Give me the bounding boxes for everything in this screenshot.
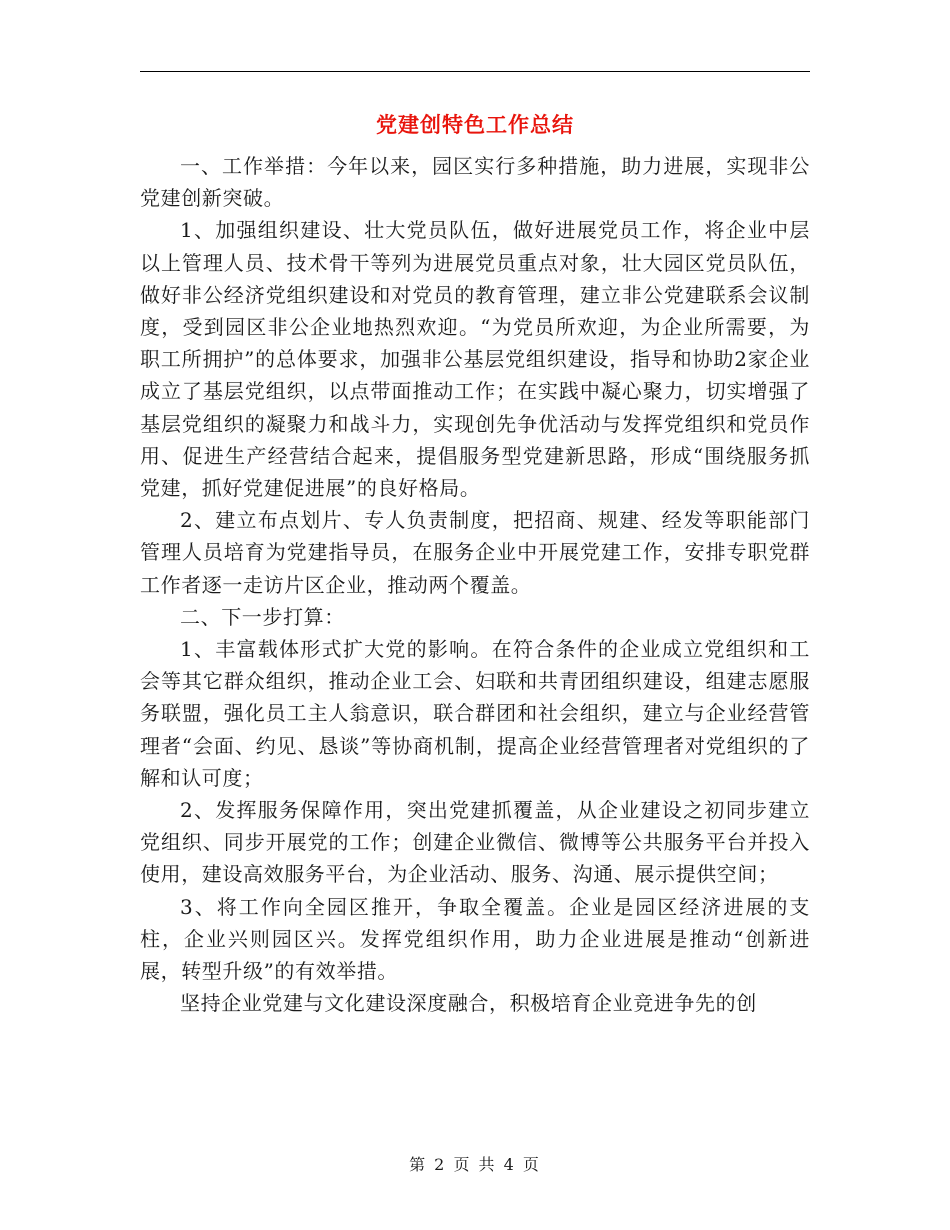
document-body <box>140 150 810 1019</box>
paragraph-plan-3: 3、将工作向全园区推开，争取全覆盖。企业是园区经济进展的支柱，企业兴则园区兴。发挥党组织作用，助力企业进展是推动“创新进展，转型升级”的有效举措。 <box>140 894 810 984</box>
paragraph-measure-1: 1、加强组织建设、壮大党员队伍，做好进展党员工作，将企业中层以上管理人员、技术骨干等列为进展党员重点对象，壮大园区党员队伍，做好非公经济党组织建设和对党员的教育管理，建立非公党建联系会议制度，受到园区非公企业地热烈欢迎。“为党员所欢迎，为企业所需要，为职工所拥护”的总体要求，加强非公基层党组织建设，指导和协助2家企业成立了基层党组织，以点带面推动工作；在实践中凝心聚力，切实增强了基层党组织的凝聚力和战斗力，实现创先争优活动与发挥党组织和党员作用、促进生产经营结合起来，提倡服务型党建新思路，形成“围绕服务抓党建，抓好党建促进展”的良好格局。 <box>140 218 810 501</box>
header-rule <box>140 71 810 72</box>
page-number-footer: 第 2 页 共 4 页 <box>409 1155 541 1174</box>
document-title: 党建创特色工作总结 <box>376 112 574 137</box>
paragraph-next-steps-heading: 二、下一步打算： <box>180 604 345 629</box>
paragraph-work-measures: 一、工作举措：今年以来，园区实行多种措施，助力进展，实现非公党建创新突破。 <box>140 154 810 211</box>
paragraph-continued: 坚持企业党建与文化建设深度融合，积极培育企业竞进争先的创 <box>180 991 757 1016</box>
paragraph-plan-2: 2、发挥服务保障作用，突出党建抓覆盖，从企业建设之初同步建立党组织、同步开展党的工作；创建企业微信、微博等公共服务平台并投入使用，建设高效服务平台，为企业活动、服务、沟通、展示提供空间； <box>140 798 810 887</box>
paragraph-measure-2: 2、建立布点划片、专人负责制度，把招商、规建、经发等职能部门管理人员培育为党建指导员，在服务企业中开展党建工作，安排专职党群工作者逐一走访片区企业，推动两个覆盖。 <box>140 508 810 597</box>
paragraph-plan-1: 1、丰富载体形式扩大党的影响。在符合条件的企业成立党组织和工会等其它群众组织，推动企业工会、妇联和共青团组织建设，组建志愿服务联盟，强化员工主人翁意识，联合群团和社会组织，建立与企业经营管理者“会面、约见、恳谈”等协商机制，提高企业经营管理者对党组织的了解和认可度； <box>140 637 810 790</box>
